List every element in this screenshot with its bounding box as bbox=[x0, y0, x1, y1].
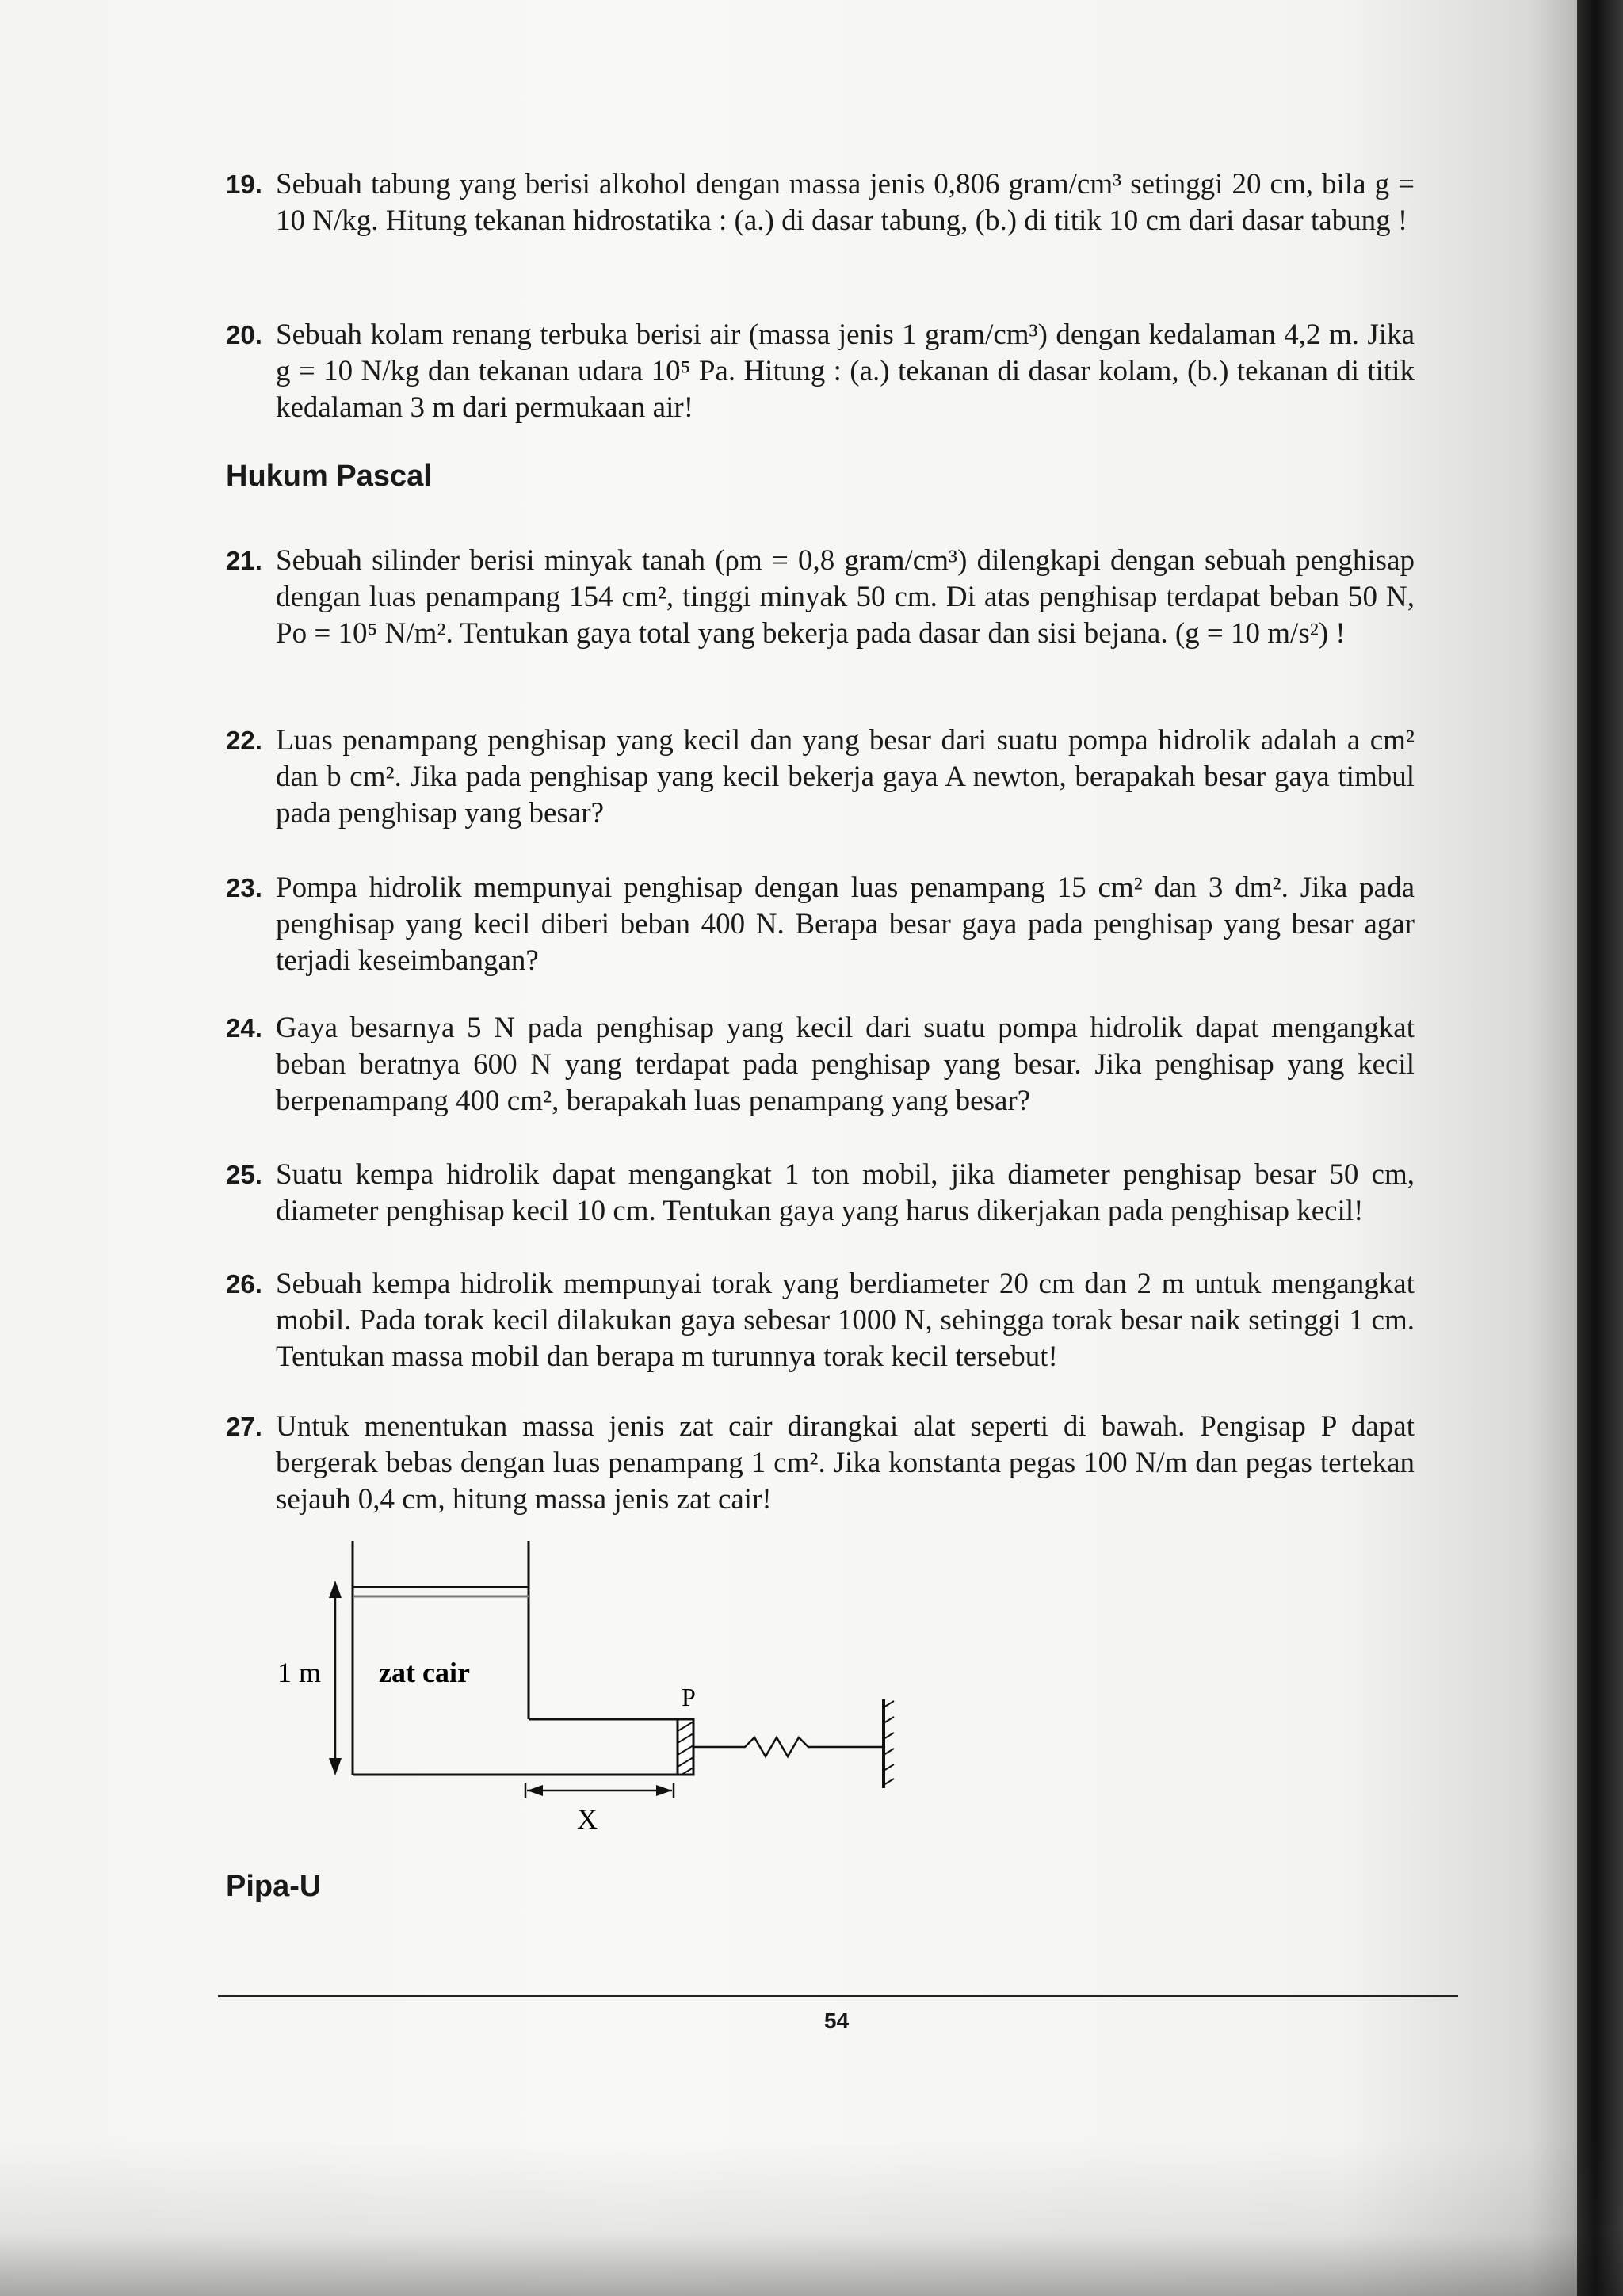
liquid-label: zat cair bbox=[379, 1657, 470, 1688]
hydraulic-apparatus-diagram bbox=[254, 1533, 935, 1850]
question-24 bbox=[226, 1010, 1415, 1119]
question-number: 25. bbox=[226, 1160, 262, 1189]
question-25 bbox=[226, 1157, 1415, 1230]
footer-rule bbox=[218, 1995, 1458, 1997]
piston-label: P bbox=[682, 1683, 696, 1711]
height-label: 1 m bbox=[277, 1657, 322, 1688]
page-number: 54 bbox=[824, 2008, 850, 2033]
question-number: 19. bbox=[226, 170, 262, 199]
question-text: Pompa hidrolik mempunyai penghisap dengan luas penampang 15 cm² dan 3 dm². Jika pada penghisap yang kecil diberi beban 400 N. Berapa besar gaya pada penghisap yang besar agar terjadi keseimbangan? bbox=[276, 871, 1415, 977]
question-27 bbox=[226, 1409, 1415, 1518]
question-26 bbox=[226, 1266, 1415, 1375]
distance-label: X bbox=[577, 1803, 598, 1835]
question-19 bbox=[226, 166, 1415, 239]
question-text: Luas penampang penghisap yang kecil dan yang besar dari suatu pompa hidrolik adalah a cm² dan b cm². Jika pada penghisap yang kecil bekerja gaya A newton, berapakah besar gaya timbul pada penghisap yang besar? bbox=[276, 724, 1415, 830]
arrow-left-icon bbox=[527, 1785, 543, 1796]
arrow-right-icon bbox=[656, 1785, 672, 1796]
page-edge-shadow bbox=[0, 2139, 1623, 2296]
question-number: 20. bbox=[226, 320, 262, 349]
spring bbox=[693, 1737, 884, 1756]
question-number: 26. bbox=[226, 1269, 262, 1299]
book-binding bbox=[1577, 0, 1623, 2296]
section-heading-pipa-u: Pipa-U bbox=[226, 1870, 322, 1903]
question-text: Untuk menentukan massa jenis zat cair dirangkai alat seperti di bawah. Pengisap P dapat bergerak bebas dengan luas penampang 1 cm². Jika konstanta pegas 100 N/m dan pegas tertekan sejauh 0,4 cm, hitung massa jenis zat cair! bbox=[276, 1410, 1415, 1516]
question-number: 21. bbox=[226, 546, 262, 575]
question-number: 22. bbox=[226, 726, 262, 755]
arrow-up-icon bbox=[329, 1581, 342, 1598]
question-text: Suatu kempa hidrolik dapat mengangkat 1 ton mobil, jika diameter penghisap besar 50 cm, diameter penghisap kecil 10 cm. Tentukan gaya yang harus dikerjakan pada penghisap kecil! bbox=[276, 1158, 1415, 1227]
question-text: Sebuah kolam renang terbuka berisi air (massa jenis 1 gram/cm³) dengan kedalaman 4,2 m. Jika g = 10 N/kg dan tekanan udara 10⁵ Pa. Hitung : (a.) tekanan di dasar kolam, (b.) tekanan di titik kedalaman 3 m dari permukaan air! bbox=[276, 318, 1415, 424]
question-22 bbox=[226, 723, 1415, 832]
question-text: Sebuah tabung yang berisi alkohol dengan massa jenis 0,806 gram/cm³ setinggi 20 cm, bila g = 10 N/kg. Hitung tekanan hidrostatika : (a.) di dasar tabung, (b.) di titik 10 cm dari dasar tabung ! bbox=[276, 168, 1415, 237]
question-number: 23. bbox=[226, 873, 262, 902]
arrow-down-icon bbox=[329, 1758, 342, 1775]
section-heading-hukum-pascal: Hukum Pascal bbox=[226, 460, 432, 493]
question-text: Sebuah silinder berisi minyak tanah (ρm = 0,8 gram/cm³) dilengkapi dengan sebuah penghisap dengan luas penampang 154 cm², tinggi minyak 50 cm. Di atas penghisap terdapat beban 50 N, Po = 10⁵ N/m². Tentukan gaya total yang bekerja pada dasar dan sisi bejana. (g = 10 m/s²) ! bbox=[276, 544, 1415, 650]
question-number: 24. bbox=[226, 1013, 262, 1043]
question-text: Gaya besarnya 5 N pada penghisap yang kecil dari suatu pompa hidrolik dapat mengangkat beban beratnya 600 N yang terdapat pada penghisap yang besar. Jika penghisap yang kecil berpenampang 400 cm², berapakah luas penampang yang besar? bbox=[276, 1012, 1415, 1117]
question-21 bbox=[226, 543, 1415, 652]
question-text: Sebuah kempa hidrolik mempunyai torak yang berdiameter 20 cm dan 2 m untuk mengangkat mobil. Pada torak kecil dilakukan gaya sebesar 1000 N, sehingga torak besar naik setinggi 1 cm. Tentukan massa mobil dan berapa m turunnya torak kecil tersebut! bbox=[276, 1268, 1415, 1373]
question-20 bbox=[226, 317, 1415, 426]
question-23 bbox=[226, 870, 1415, 979]
question-number: 27. bbox=[226, 1412, 262, 1441]
